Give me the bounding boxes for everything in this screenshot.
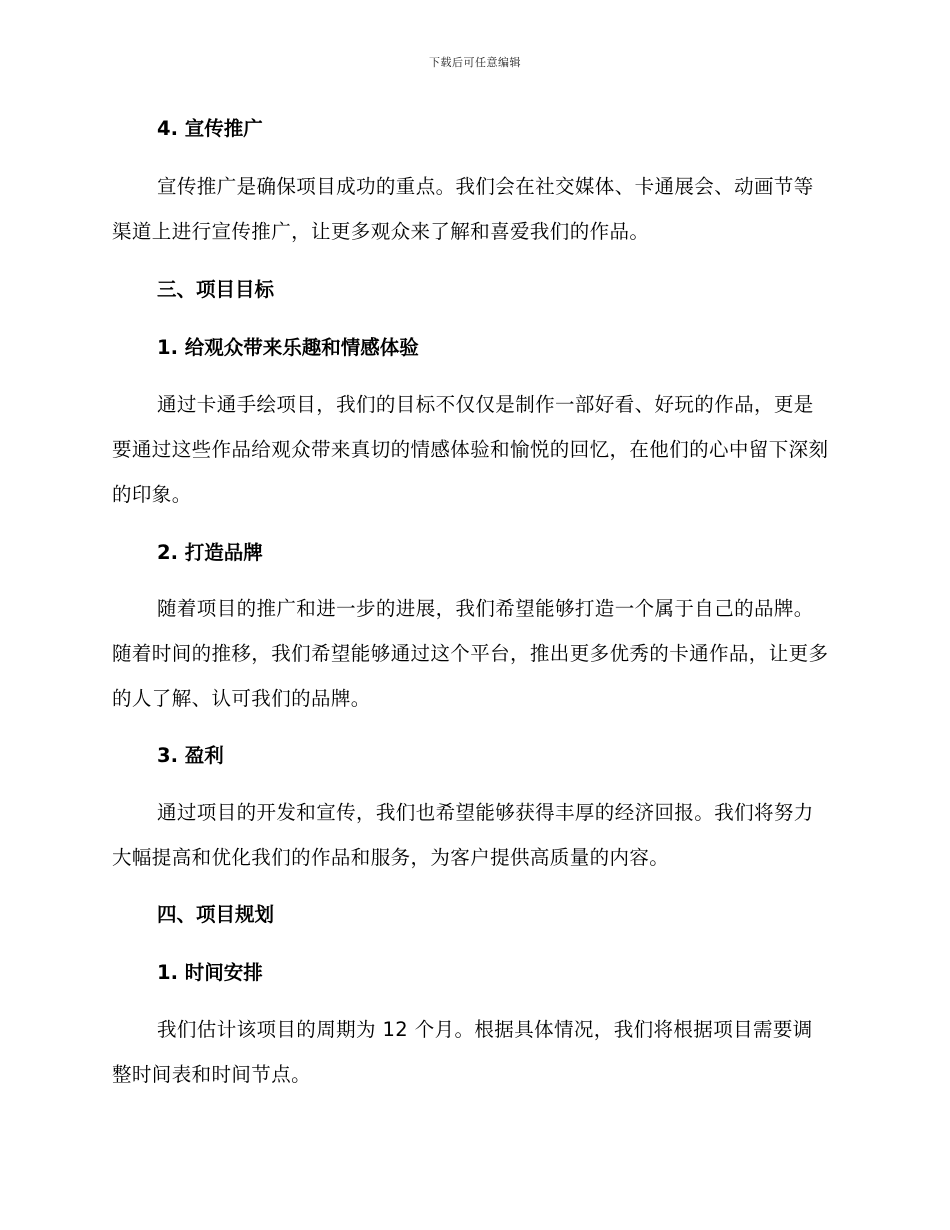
paragraph-goal-2: 随着项目的推广和进一步的进展，我们希望能够打造一个属于自己的品牌。随着时间的推移，我们希望能够通过这个平台，推出更多优秀的卡通作品，让更多的人了解、认可我们的品牌。 <box>112 597 829 710</box>
header-note: 下载后可任意编辑 <box>429 56 521 69</box>
paragraph-goal-1: 通过卡通手绘项目，我们的目标不仅仅是制作一部好看、好玩的作品，更是要通过这些作品给观众带来真切的情感体验和愉悦的回忆，在他们的心中留下深刻的印象。 <box>112 393 829 506</box>
heading-goal-2: 2. 打造品牌 <box>157 541 263 564</box>
section-heading-goals: 三、项目目标 <box>157 278 275 301</box>
heading-promotion: 4. 宣传推广 <box>157 117 263 140</box>
paragraph-promotion: 宣传推广是确保项目成功的重点。我们会在社交媒体、卡通展会、动画节等渠道上进行宣传推广，让更多观众来了解和喜爱我们的作品。 <box>112 175 814 243</box>
heading-goal-1: 1. 给观众带来乐趣和情感体验 <box>157 336 419 359</box>
section-heading-plan: 四、项目规划 <box>157 903 275 926</box>
heading-plan-1: 1. 时间安排 <box>157 961 263 984</box>
paragraph-goal-3: 通过项目的开发和宣传，我们也希望能够获得丰厚的经济回报。我们将努力大幅提高和优化我们的作品和服务，为客户提供高质量的内容。 <box>112 801 814 869</box>
paragraph-plan-1: 我们估计该项目的周期为 12 个月。根据具体情况，我们将根据项目需要调整时间表和时间节点。 <box>112 1018 813 1086</box>
heading-goal-3: 3. 盈利 <box>157 744 224 767</box>
